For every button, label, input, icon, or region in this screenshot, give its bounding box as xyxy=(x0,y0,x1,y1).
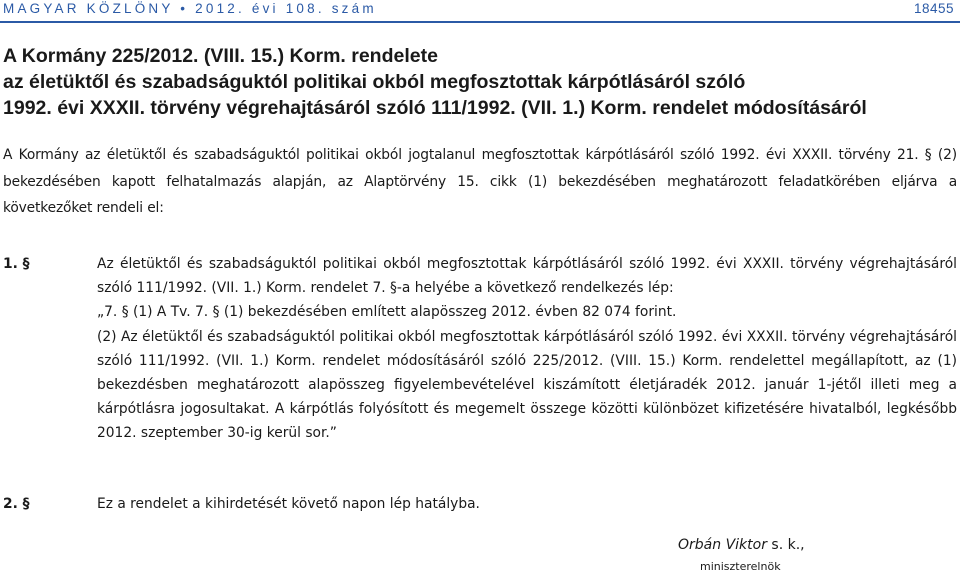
paragraph-intro: Az életüktől és szabadságuktól politikai okból megfosztottak kárpótlásáról szóló 1992. évi XXXII. törvény végrehajtásáról szóló 111/1992. (VII. 1.) Korm. rendelet 7. §-a helyébe a következő rendelkezés lép: xyxy=(97,256,957,297)
paragraph-number: 2. § xyxy=(3,496,30,512)
quoted-subsection-2: (2) Az életüktől és szabadságuktól politikai okból megfosztottak kárpótlásáról szóló 1992. évi XXXII. törvény végrehajtásáról szóló 111/1992. (VII. 1.) Korm. rendelet módosításáról szóló 225/2012. (VIII. 15.) Korm. rendelettel megállapított, az (1) bekezdésben meghatározott alapösszeg figyelembevételével kiszámított életjáradék 2012. január 1-jétől illeti meg a kárpótlásra jogosultakat. A kárpótlás folyósított és megemelt összege közötti különbözet kifizetésére hivatalból, legkésőbb 2012. szeptember 30-ig kerül sor.” xyxy=(97,328,957,442)
paragraph-number: 1. § xyxy=(3,256,30,272)
signature xyxy=(678,537,805,553)
title-line-1: A Kormány 225/2012. (VIII. 15.) Korm. rendelete xyxy=(3,45,438,67)
header-rule xyxy=(0,21,960,23)
paragraph-2 xyxy=(3,492,957,516)
signer-title: miniszterelnök xyxy=(700,560,781,573)
preamble: A Kormány az életüktől és szabadságuktól politikai okból jogtalanul megfosztottak kárpótlásáról szóló 1992. évi XXXII. törvény 21. § (2) bekezdésében kapott felhatalmazás alapján, az Alaptörvény 15. cikk (1) bekezdésében meghatározott feladatkörében eljárva a következőket rendeli el: xyxy=(3,147,957,216)
paragraph-body xyxy=(97,252,957,446)
journal-name: MAGYAR KÖZLÖNY • 2012. évi 108. szám xyxy=(3,1,377,16)
page-number: 18455 xyxy=(913,1,954,16)
decree-title xyxy=(3,43,953,121)
title-line-3: 1992. évi XXXII. törvény végrehajtásáról szóló 111/1992. (VII. 1.) Korm. rendelet módosításáról xyxy=(3,97,867,119)
paragraph-body xyxy=(97,492,957,516)
paragraph-1 xyxy=(3,252,957,446)
signer-name: Orbán Viktor xyxy=(678,537,767,553)
signer-suffix: s. k., xyxy=(766,537,805,553)
title-line-2: az életüktől és szabadságuktól politikai okból megfosztottak kárpótlásáról szóló xyxy=(3,71,746,93)
quoted-subsection-1: „7. § (1) A Tv. 7. § (1) bekezdésében említett alapösszeg 2012. évben 82 074 forint. xyxy=(97,304,677,321)
journal-header xyxy=(0,0,960,22)
paragraph-text: Ez a rendelet a kihirdetését követő napon lép hatályba. xyxy=(97,496,480,512)
